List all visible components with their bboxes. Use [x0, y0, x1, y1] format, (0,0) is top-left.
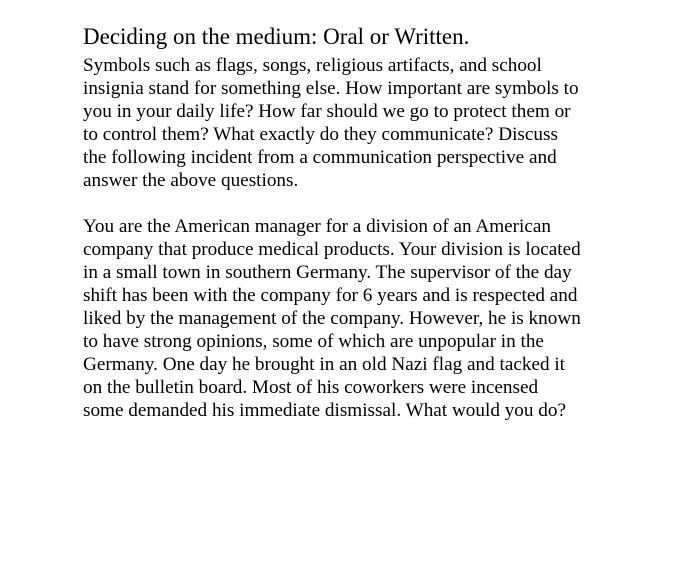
paragraph-scenario [83, 215, 643, 422]
text-line: to control them? What exactly do they communicate? Discuss [83, 124, 558, 145]
paragraph-symbols-question [83, 54, 643, 192]
text-line: shift has been with the company for 6 years and is respected and [83, 285, 578, 306]
text-line: some demanded his immediate dismissal. What would you do? [83, 400, 566, 421]
text-line: Germany. One day he brought in an old Nazi flag and tacked it [83, 354, 566, 375]
document-title: Deciding on the medium: Oral or Written. [83, 24, 470, 49]
text-line: You are the American manager for a division of an American [83, 216, 551, 237]
text-line: on the bulletin board. Most of his coworkers were incensed [83, 377, 539, 398]
text-line: Symbols such as flags, songs, religious artifacts, and school [83, 55, 542, 76]
text-line: to have strong opinions, some of which are unpopular in the [83, 331, 544, 352]
text-line: answer the above questions. [83, 170, 299, 191]
text-line: company that produce medical products. Your division is located [83, 239, 581, 260]
document [83, 22, 643, 422]
text-line: liked by the management of the company. However, he is known [83, 308, 581, 329]
text-line: you in your daily life? How far should we go to protect them or [83, 101, 571, 122]
paragraph-spacer [83, 192, 643, 215]
text-line: in a small town in southern Germany. The supervisor of the day [83, 262, 572, 283]
text-line: insignia stand for something else. How important are symbols to [83, 78, 579, 99]
text-line: the following incident from a communication perspective and [83, 147, 557, 168]
